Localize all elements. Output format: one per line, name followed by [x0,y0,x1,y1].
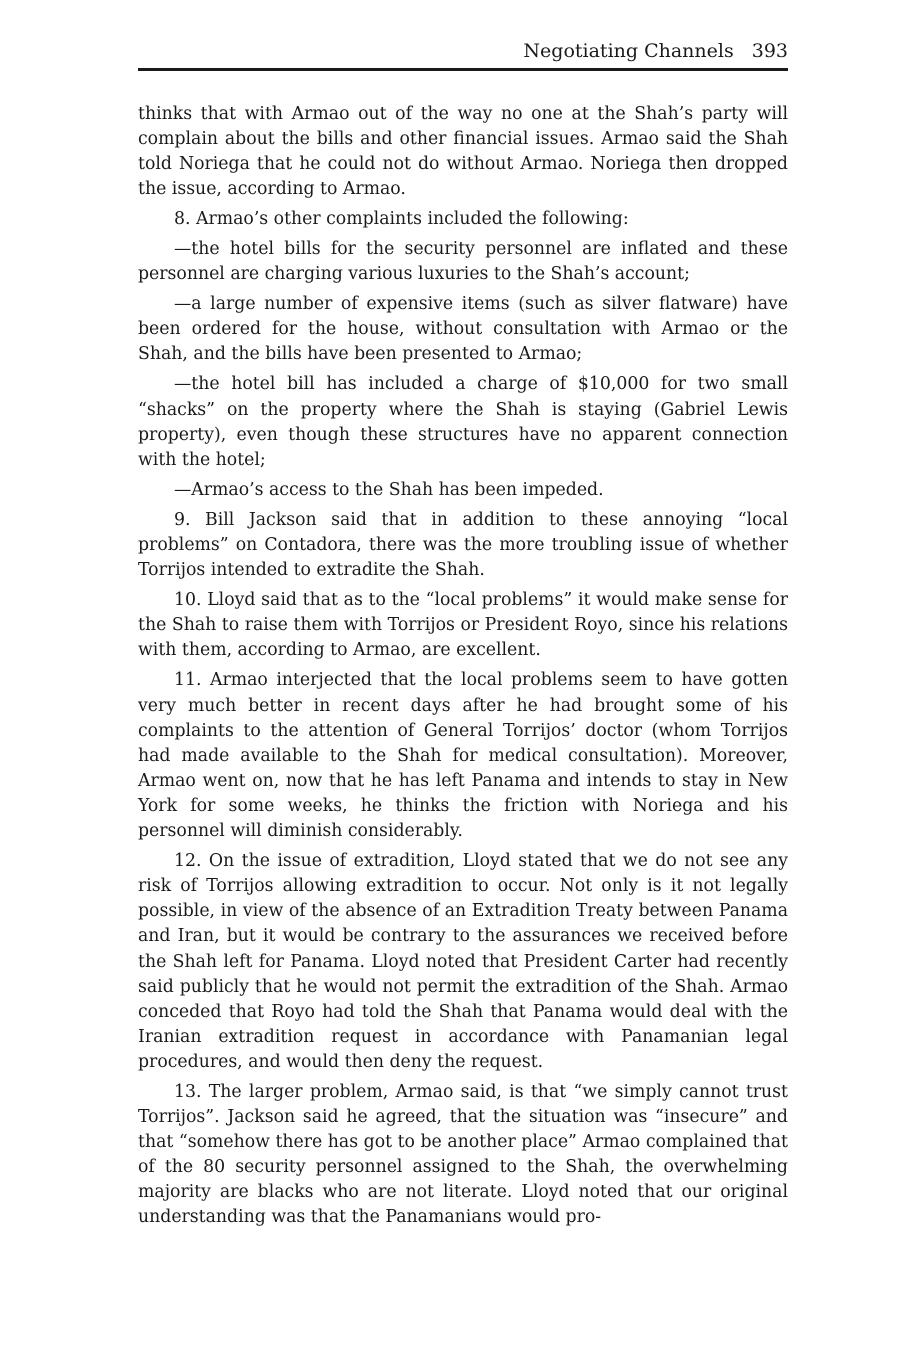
paragraph-9: 9. Bill Jackson said that in addition to these annoying “local problems” on Contadora, there was the more troubling issue of whether Torrijos intended to extradite the Shah. [138,509,788,581]
paragraph-continuation: thinks that with Armao out of the way no one at the Shah’s party will complain about the bills and other financial issues. Armao said the Shah told Noriega that he could not do without Armao. Noriega then dropped the issue, according to Armao. [138,103,788,199]
complaint-item-hotel-bills: —the hotel bills for the security personnel are inflated and these personnel are charging various luxuries to the Shah’s account; [138,238,788,285]
paragraph-13: 13. The larger problem, Armao said, is that “we simply cannot trust Torrijos”. Jackson said he agreed, that the situation was “insecure” and that “somehow there has got to be another place” Armao complained that of the 80 security personnel assigned to the Shah, the overwhelming majority are blacks who are not literate. Lloyd noted that our original understanding was that the Panamanians would pro- [138,1081,788,1228]
running-head-title: Negotiating Channels [523,40,734,62]
complaint-item-shacks-charge: —the hotel bill has included a charge of $10,000 for two small “shacks” on the property where the Shah is staying (Gabriel Lewis property), even though these structures have no apparent connection with the hotel; [138,374,788,470]
paragraph-10: 10. Lloyd said that as to the “local problems” it would make sense for the Shah to raise them with Torrijos or President Royo, since his relations with them, according to Armao, are excellent. [138,590,788,661]
book-page [138,36,788,1236]
header-rule [138,68,788,71]
page-number: 393 [751,40,788,62]
paragraph-8: 8. Armao’s other complaints included the following: [174,208,629,229]
body-text [138,102,788,1231]
paragraph-12: 12. On the issue of extradition, Lloyd stated that we do not see any risk of Torrijos allowing extradition to occur. Not only is it not legally possible, in view of the absence of an Extradition Treaty between Panama and Iran, but it would be contrary to the assurances we received before the Shah left for Panama. Lloyd noted that President Carter had recently said publicly that he would not permit the extradition of the Shah. Armao conceded that Royo had told the Shah that Panama would deal with the Iranian extradition request in accordance with Panamanian legal procedures, and would then deny the request. [138,851,788,1072]
paragraph-11: 11. Armao interjected that the local problems seem to have gotten very much better in recent days after he had brought some of his complaints to the attention of General Torrijos’ doctor (whom Torrijos had made available to the Shah for medical consultation). Moreover, Armao went on, now that he has left Panama and intends to stay in New York for some weeks, he thinks the friction with Noriega and his personnel will diminish considerably. [138,670,788,842]
running-head [138,36,788,66]
complaint-item-expensive-items: —a large number of expensive items (such as silver flatware) have been ordered for the house, without consultation with Armao or the Shah, and the bills have been presented to Armao; [138,294,788,365]
complaint-item-access-impeded: —Armao’s access to the Shah has been impeded. [174,479,604,500]
